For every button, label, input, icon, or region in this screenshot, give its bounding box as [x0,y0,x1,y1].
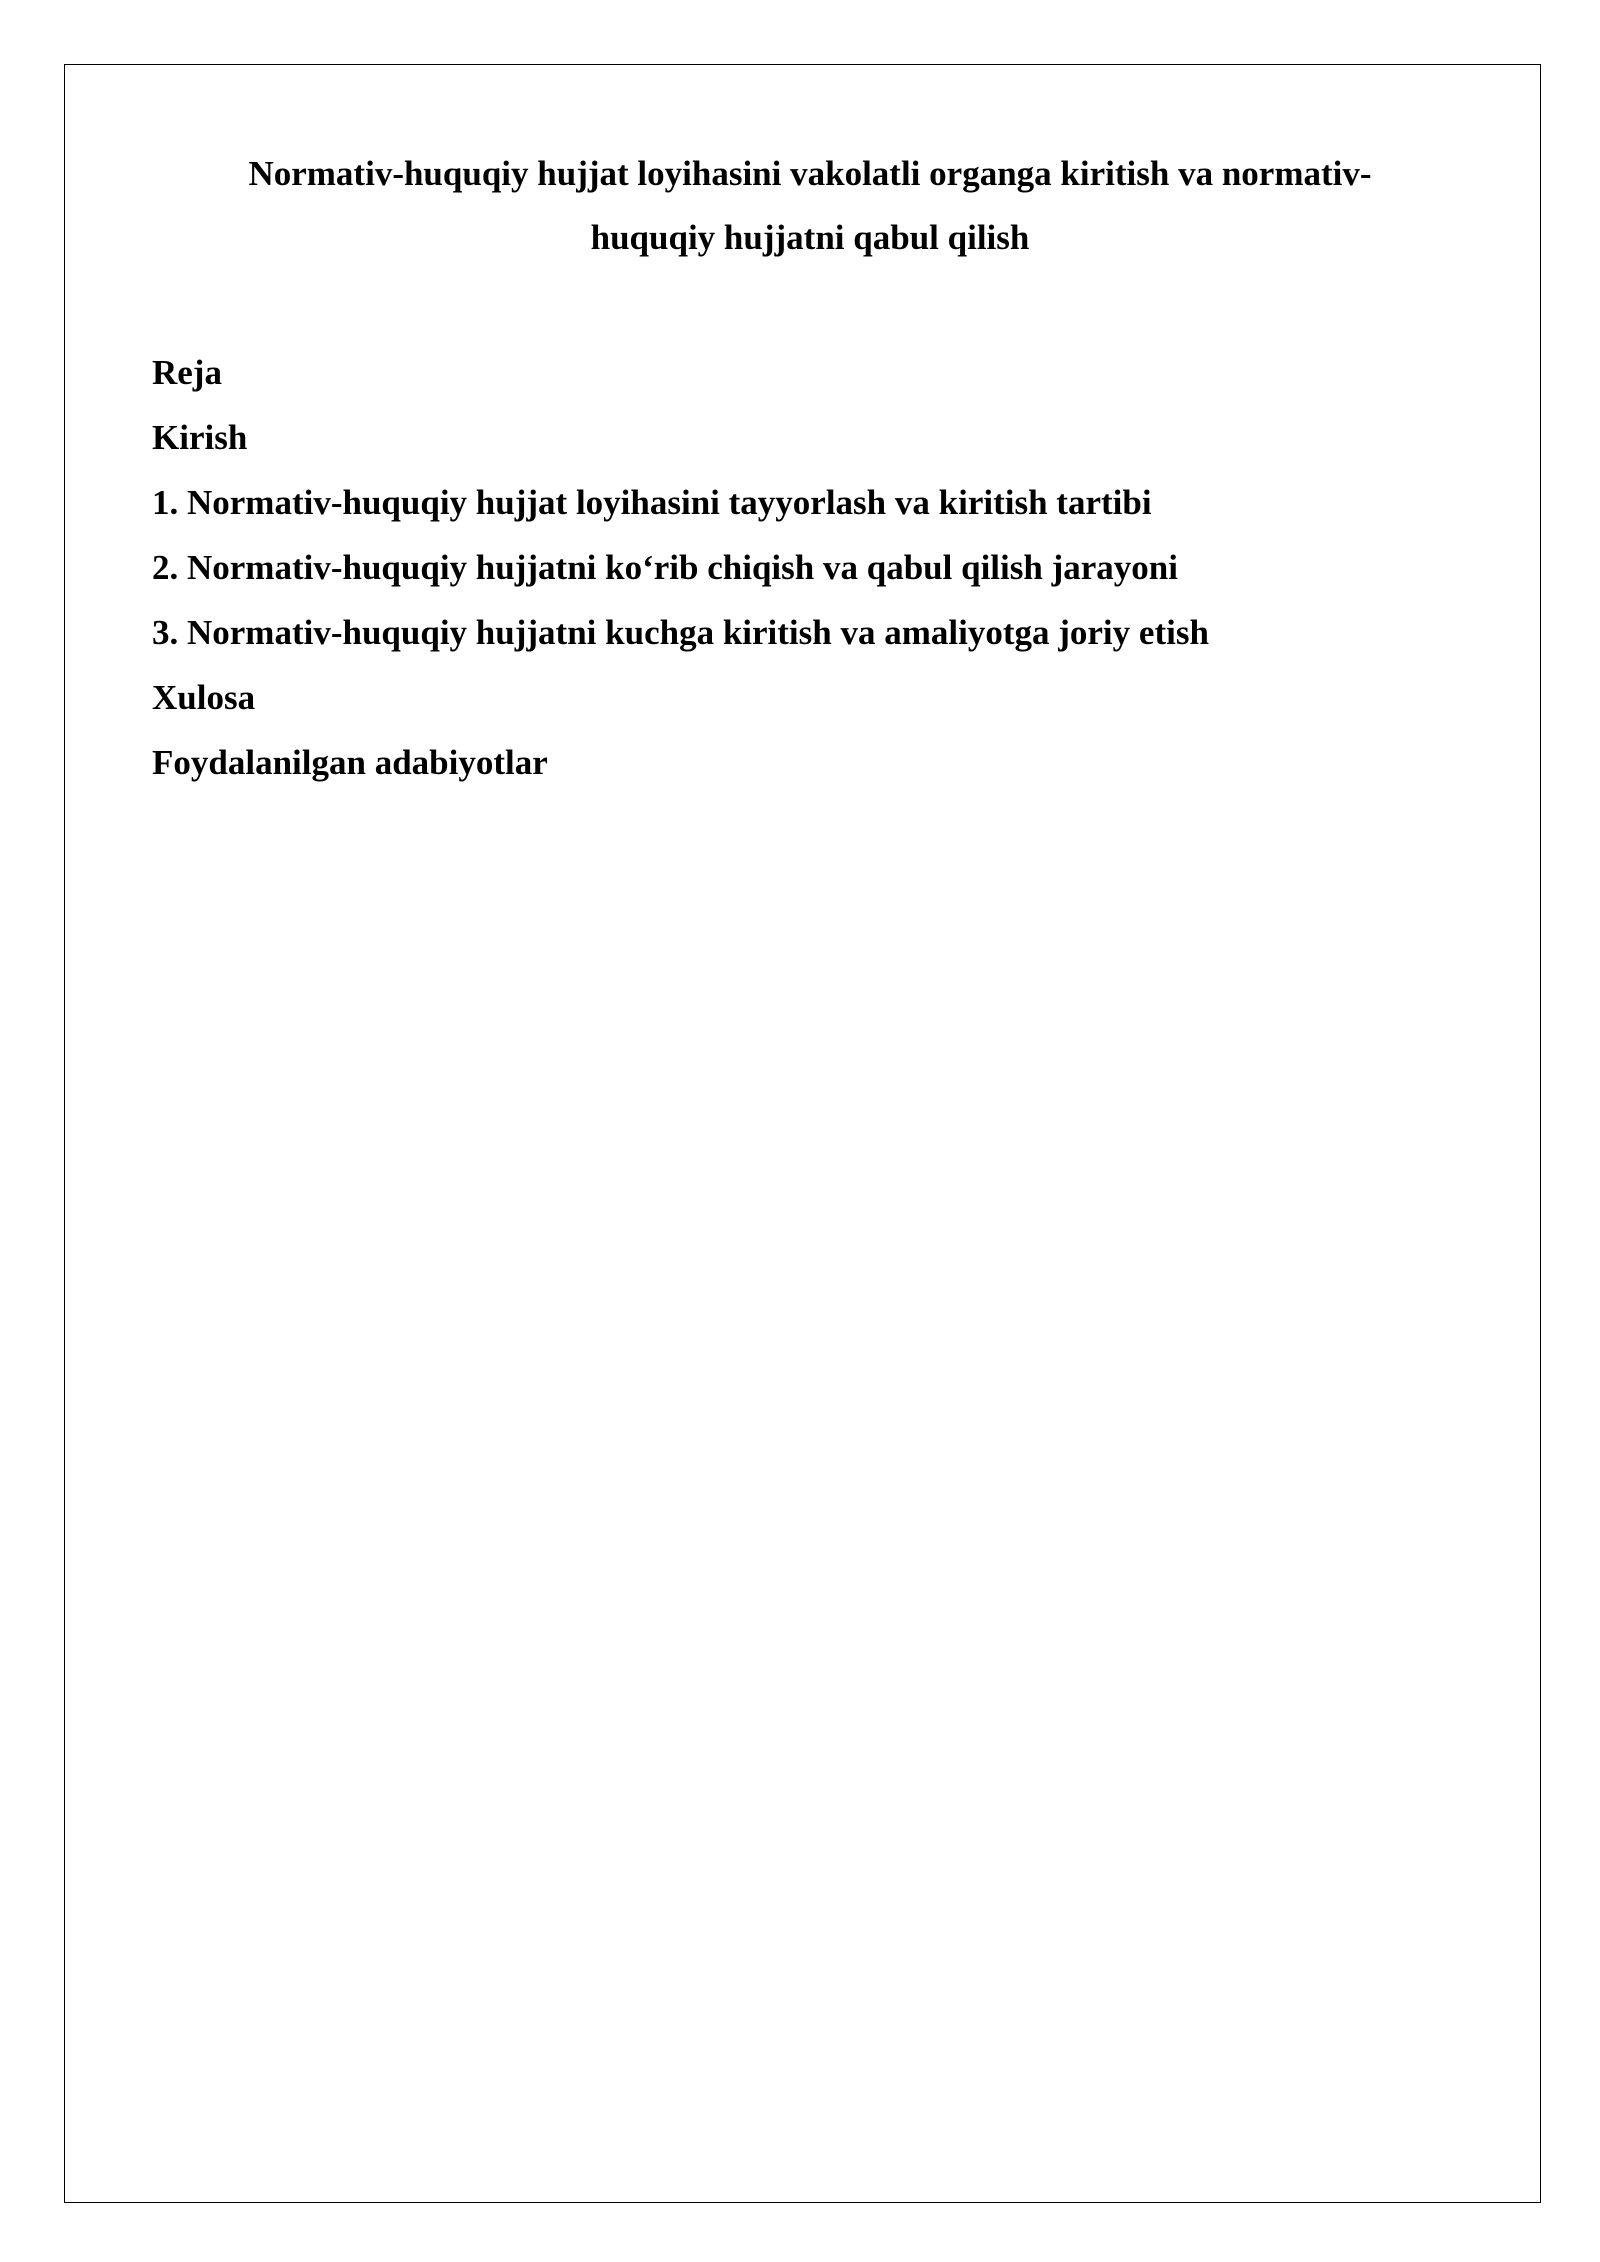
outline-item-xulosa: Xulosa [152,678,256,717]
document-title: Normativ-huquqiy hujjat loyihasini vakolatli organga kiritish va normativ-huquqiy hujjatni qabul qilish [248,154,1372,257]
plan-outline [152,340,1482,795]
outline-item-references: Foydalanilgan adabiyotlar [152,743,548,782]
outline-heading-reja: Reja [152,353,222,392]
outline-item-section-3: 3. Normativ-huquqiy hujjatni kuchga kiritish va amaliyotga joriy etish [152,613,1209,652]
outline-item-section-1: 1. Normativ-huquqiy hujjat loyihasini tayyorlash va kiritish tartibi [152,483,1152,522]
outline-item-section-2: 2. Normativ-huquqiy hujjatni ko‘rib chiqish va qabul qilish jarayoni [152,548,1178,587]
outline-item-kirish: Kirish [152,418,248,457]
